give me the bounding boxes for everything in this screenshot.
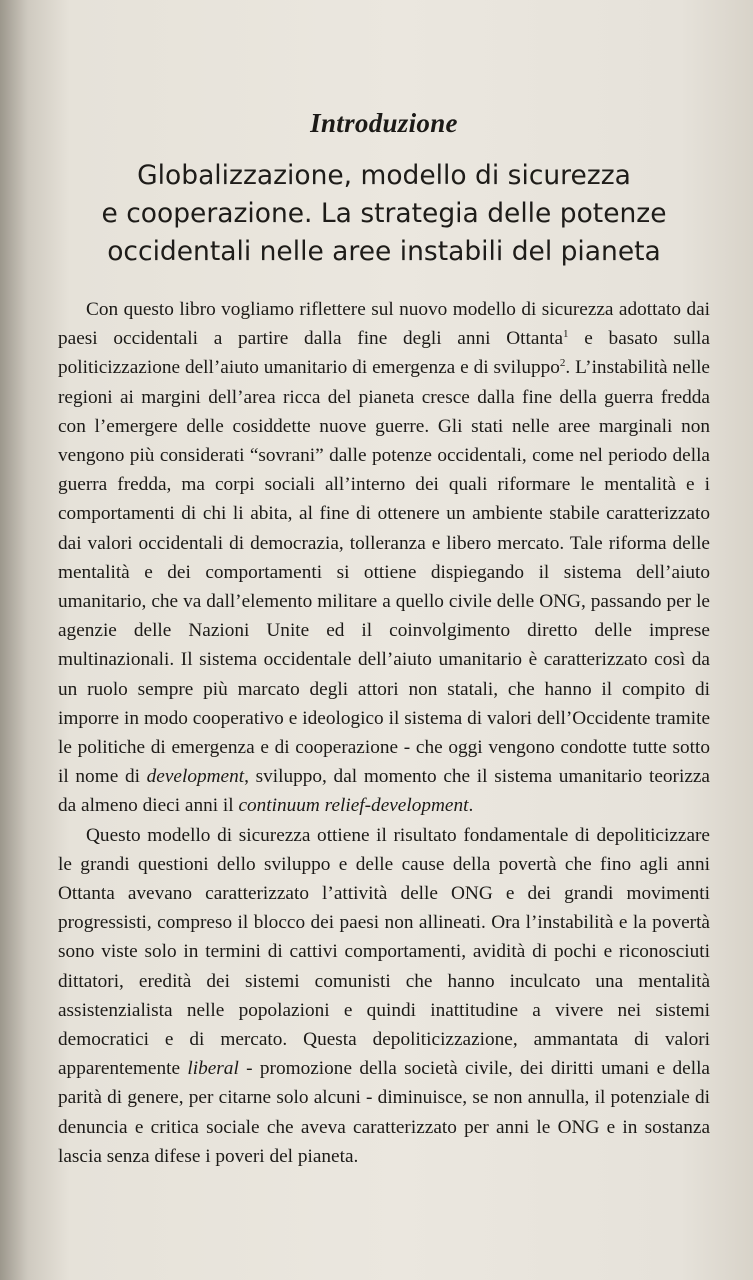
p1-text-a: Con questo libro vogliamo riflettere sul nuovo modello di sicurezza adottato dai paesi occidentali a partire dalla fine degli anni Ottanta	[58, 299, 710, 350]
p2-text-a: Questo modello di sicurezza ottiene il risultato fondamentale di depoliticizzare le grandi questioni dello sviluppo e delle cause della povertà che fino agli anni Ottanta avevano caratterizzato l’attività delle ONG e dei grandi movimenti progressisti, compreso il blocco dei paesi non allineati. Ora l’instabilità e la povertà sono viste solo in termini di cattivi comportamenti, avidità di pochi e riconosciuti dittatori, eredità dei sistemi comunisti che hanno inculcato una mentalità assistenzialista nelle popolazioni e quindi inattitudine a vivere nei sistemi democratici e di mercato. Questa depoliticizzazione, ammantata di valori apparentemente	[58, 824, 710, 1080]
book-page	[58, 108, 710, 1171]
p1-text-e: , sviluppo, dal momento che il sistema umanitario teorizza da almeno dieci anni il	[58, 766, 710, 817]
body-text	[58, 295, 710, 1171]
term-development: development	[146, 766, 245, 788]
footnote-ref-1: 1	[563, 328, 569, 341]
term-liberal: liberal	[187, 1058, 239, 1080]
p2-text-c: - promozione della società civile, dei diritti umani e della parità di genere, per citarne solo alcuni - diminuisce, se non annulla, il potenziale di denuncia e critica sociale che aveva caratterizzato per anni le ONG e in sostanza lascia senza difese i poveri del pianeta.	[58, 1058, 710, 1167]
footnote-ref-2: 2	[559, 357, 566, 370]
p1-text-c: . L’instabilità nelle regioni ai margini dell’area ricca del pianeta cresce dalla fine della guerra fredda con l’emergere delle cosiddette nuove guerre. Gli stati nelle aree marginali non vengono più considerati “sovrani” dalle potenze occidentali, come nel periodo della guerra fredda, ma corpi sociali all’interno dei quali riformare le mentalità e i comportamenti di chi li abita, al fine di ottenere un ambiente stabile caratterizzato dai valori occidentali di democrazia, tolleranza e libero mercato. Tale riforma delle mentalità e dei comportamenti si ottiene dispiegando il sistema dell’aiuto umanitario, che va dall’elemento militare a quello civile delle ONG, passando per le agenzie delle Nazioni Unite ed il coinvolgimento diretto delle imprese multinazionali. Il sistema occidentale dell’aiuto umanitario è caratterizzato così da un ruolo sempre più marcato degli attori non statali, che hanno il compito di imporre in modo cooperativo e ideologico il sistema di valori dell’Occidente tramite le politiche di emergenza e di cooperazione - che oggi vengono condotte tutte sotto il nome di	[58, 357, 710, 788]
chapter-title	[58, 157, 710, 271]
title-line-3: occidentali nelle aree instabili del pianeta	[107, 236, 661, 267]
title-line-1: Globalizzazione, modello di sicurezza	[137, 160, 631, 191]
paragraph-1	[58, 295, 710, 821]
title-line-2: e cooperazione. La strategia delle potenze	[101, 198, 667, 229]
term-continuum: continuum relief-development	[238, 795, 469, 817]
section-label: Introduzione	[310, 108, 458, 138]
p1-text-g: .	[468, 795, 474, 817]
p1-text-b: e basato sulla politicizzazione dell’aiuto umanitario di emergenza e di sviluppo	[58, 328, 710, 379]
paragraph-2	[58, 821, 710, 1171]
